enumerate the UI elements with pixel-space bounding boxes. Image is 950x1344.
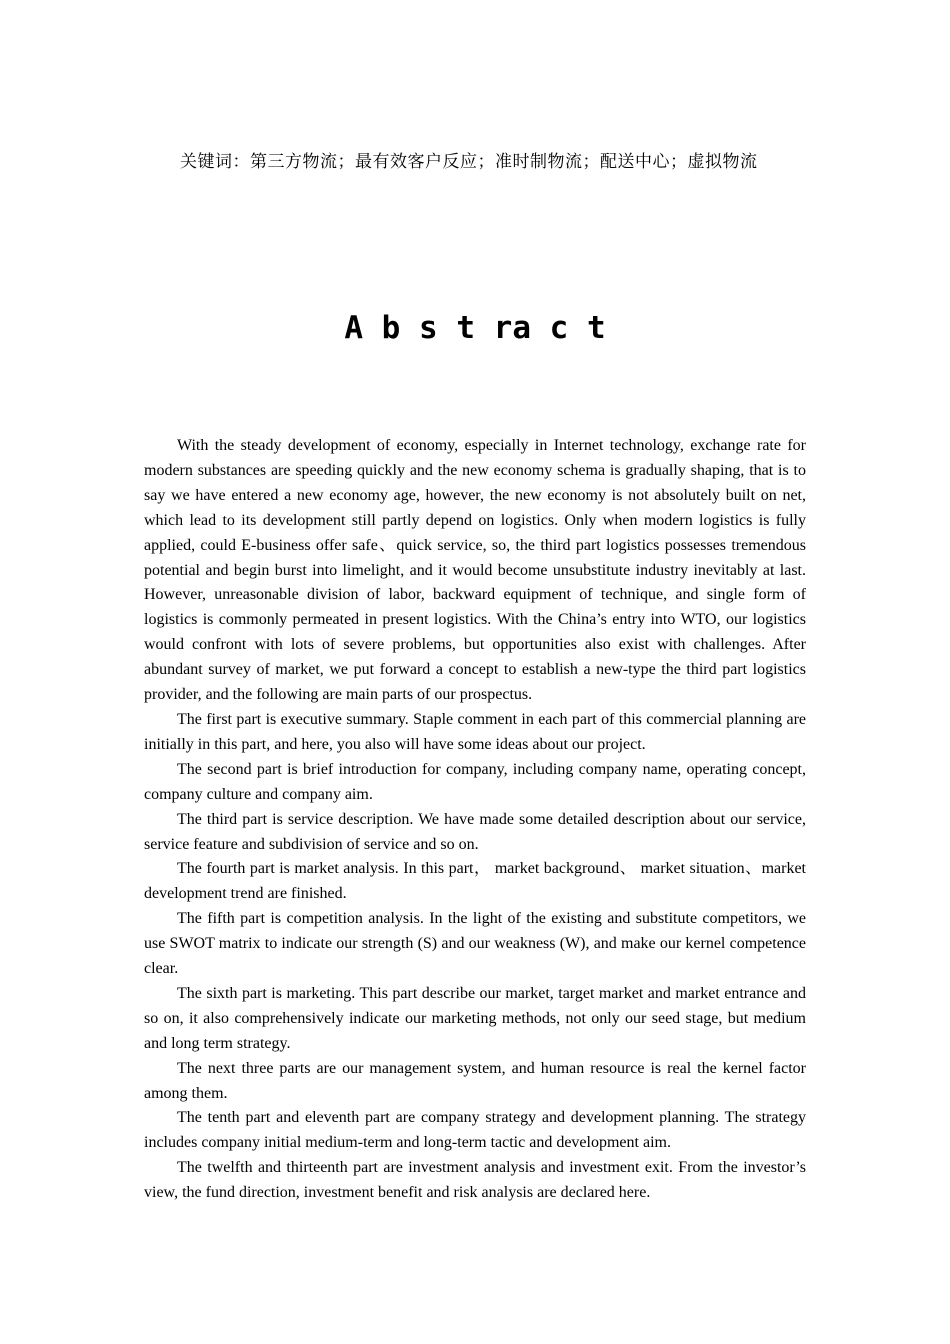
abstract-paragraph-3: The second part is brief introduction for company, including company name, operating concept, company culture and company aim.	[144, 760, 806, 803]
abstract-paragraph-9: The tenth part and eleventh part are company strategy and development planning. The strategy includes company initial medium-term and long-term tactic and development aim.	[144, 1109, 806, 1152]
abstract-paragraph-2: The first part is executive summary. Staple comment in each part of this commercial planning are initially in this part, and here, you also will have some ideas about our project.	[144, 710, 806, 753]
abstract-body	[144, 434, 806, 1206]
abstract-paragraph-1: With the steady development of economy, especially in Internet technology, exchange rate for modern substances are speeding quickly and the new economy schema is gradually shaping, that is to say we have entered a new economy age, however, the new economy is not absolutely built on net, which lead to its development still partly depend on logistics. Only when modern logistics is fully applied, could E-business offer safe、quick service, so, the third part logistics possesses tremendous potential and begin burst into limelight, and it would become unsubstitute industry inevitably at last. However, unreasonable division of labor, backward equipment of technique, and single form of logistics is commonly permeated in present logistics. With the China’s entry into WTO, our logistics would confront with lots of severe problems, but opportunities also exist with challenges. After abundant survey of market, we put forward a concept to establish a new-type the third part logistics provider, and the following are main parts of our prospectus.	[144, 437, 806, 704]
abstract-paragraph-7: The sixth part is marketing. This part describe our market, target market and market entrance and so on, it also comprehensively indicate our marketing methods, not only our seed stage, but medium and long term strategy.	[144, 984, 806, 1052]
abstract-paragraph-8: The next three parts are our management system, and human resource is real the kernel factor among them.	[144, 1059, 806, 1102]
abstract-paragraph-10: The twelfth and thirteenth part are investment analysis and investment exit. From the investor’s view, the fund direction, investment benefit and risk analysis are declared here.	[144, 1159, 806, 1202]
abstract-heading: A b s t ra c t	[344, 310, 606, 346]
abstract-paragraph-4: The third part is service description. We have made some detailed description about our service, service feature and subdivision of service and so on.	[144, 810, 806, 853]
abstract-paragraph-6: The fifth part is competition analysis. In the light of the existing and substitute competitors, we use SWOT matrix to indicate our strength (S) and our weakness (W), and make our kernel competence clear.	[144, 910, 806, 978]
keywords-line: 关键词：第三方物流；最有效客户反应；准时制物流；配送中心；虚拟物流	[180, 152, 758, 172]
abstract-paragraph-5: The fourth part is market analysis. In this part， market background、 market situation、market development trend are finished.	[144, 860, 806, 903]
